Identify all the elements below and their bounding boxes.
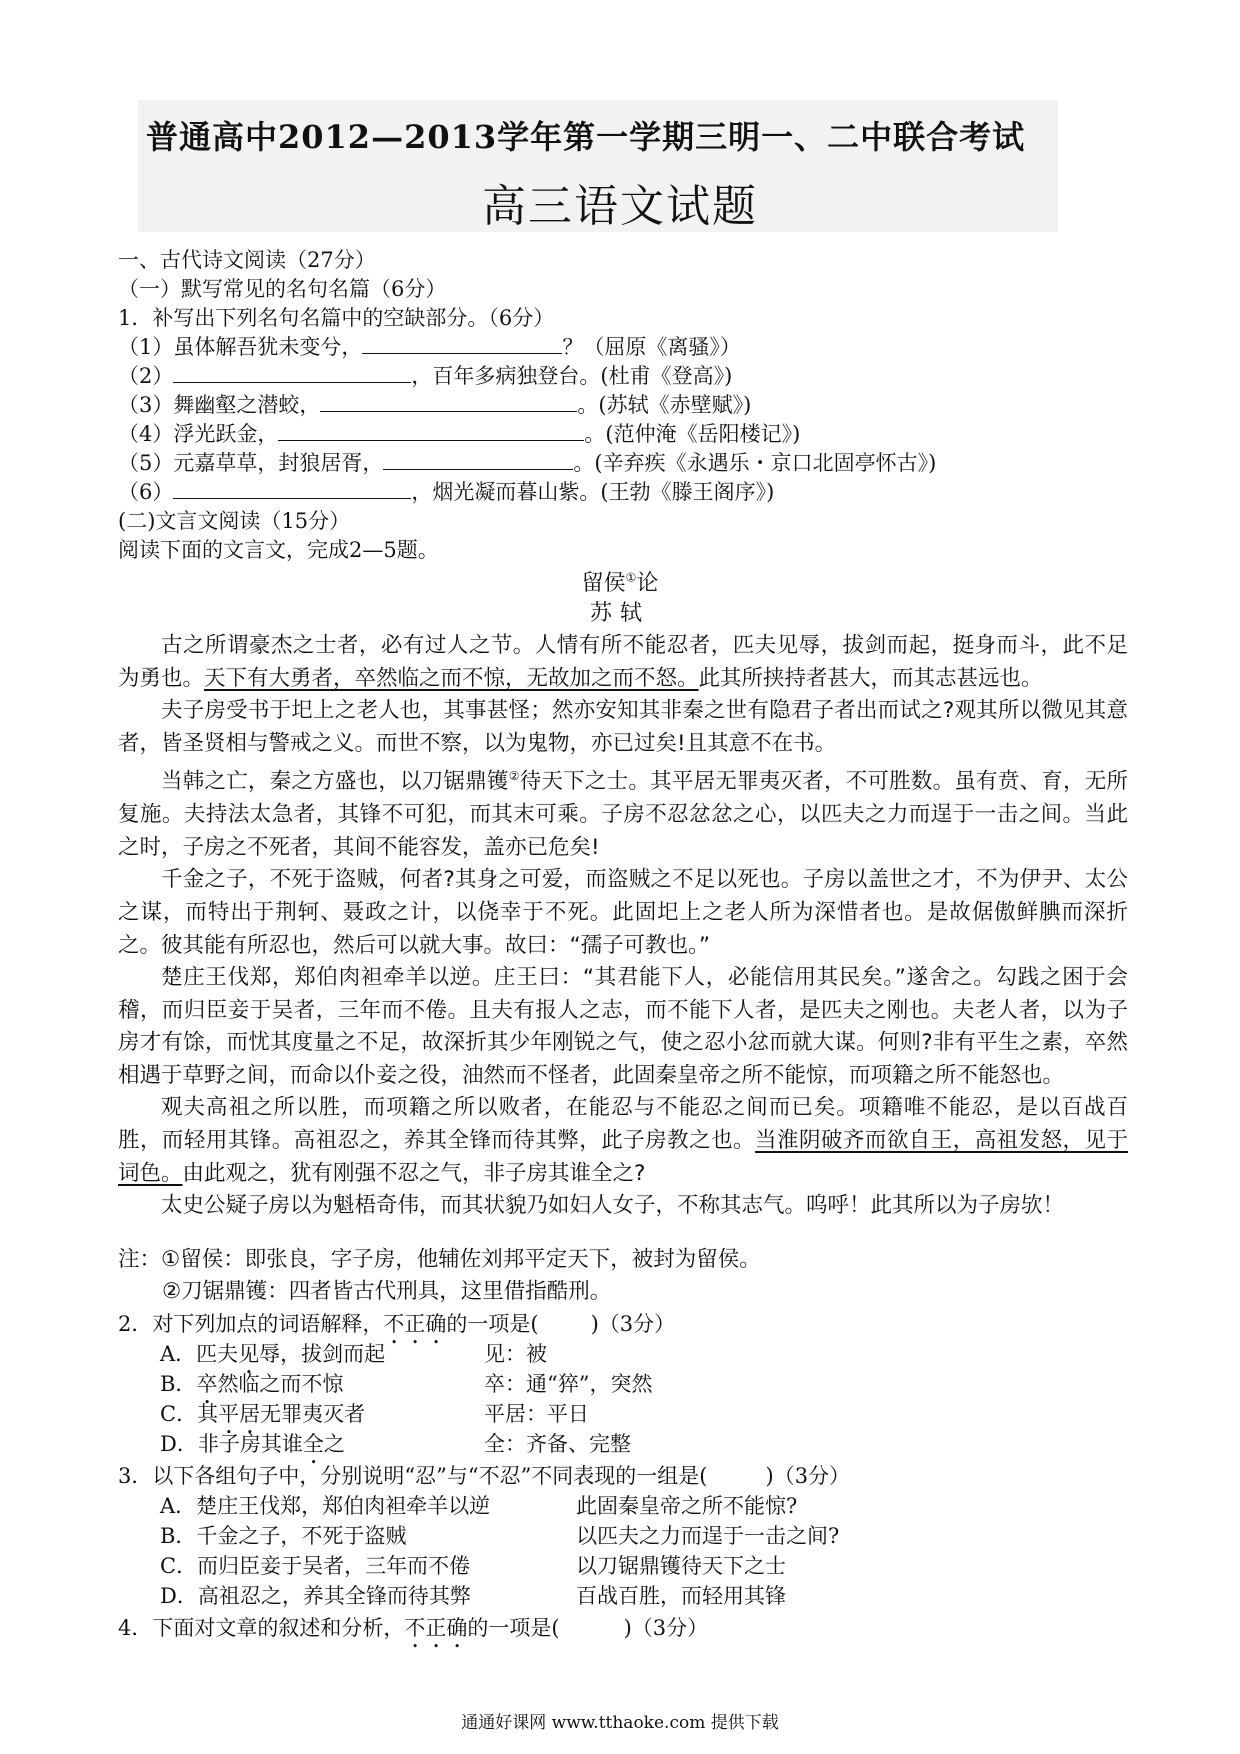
- article-title: 留侯①论: [581, 570, 659, 596]
- q2-option-a[interactable]: A．匹夫见辱，拔剑而起: [160, 1342, 386, 1366]
- underlined-sentence: 天下有大勇者，卒然临之而不惊，无故加之而不怒。: [204, 665, 699, 691]
- answer-blank[interactable]: [383, 449, 573, 470]
- q3-option-a[interactable]: A．楚庄王伐郑，郑伯肉袒牵羊以逆: [160, 1494, 491, 1518]
- part1-heading: （一）默写常见的名句名篇（6分）: [118, 277, 447, 301]
- note-1: 注：①留侯：即张良，字子房，他辅佐刘邦平定天下，被封为留侯。: [118, 1247, 761, 1272]
- q3-option-d[interactable]: D．高祖忍之，养其全锋而待其弊: [160, 1584, 471, 1608]
- paragraph-2: 夫子房受书于圯上之老人也，其事甚怪；然亦安知其非秦之世有隐君子者出而试之?观其所以微见其意者，皆圣贤相与警戒之义。而世不察，以为鬼物，亦已过矣!且其意不在书。: [118, 698, 1128, 756]
- q2-option-c-explain: 平居：平日: [484, 1402, 589, 1426]
- paragraph-4: 千金之子，不死于盗贼，何者?其身之可爱，而盗贼之不足以死也。子房以盖世之才，不为伊尹、太公之谋，而特出于荆轲、聂政之计，以侥幸于不死。此固圯上之老人所为深惜者也。是故倨傲鲜腆而深折之。彼其能有所忍也，然后可以就大事。故曰：“孺子可教也。”: [118, 867, 1128, 958]
- q3-option-a-right: 此固秦皇帝之所不能惊?: [576, 1494, 798, 1518]
- section1-heading: 一、古代诗文阅读（27分）: [118, 248, 376, 272]
- paragraph-1: 古之所谓豪杰之士者，必有过人之节。人情有所不能忍者，匹夫见辱，拔剑而起，挺身而斗，此不足为勇也。天下有大勇者，卒然临之而不惊，无故加之而不怒。此其所挟持者甚大，而其志甚远也。: [118, 633, 1128, 691]
- note-2: ②刀锯鼎镬：四者皆古代刑具，这里借指酷刑。: [162, 1279, 612, 1304]
- answer-blank[interactable]: [173, 362, 411, 383]
- fill-item-4: （4）浮光跃金， 。(范仲淹《岳阳楼记》): [118, 422, 801, 446]
- q3-option-c-right: 以刀锯鼎镬待天下之士: [576, 1554, 786, 1578]
- answer-blank[interactable]: [278, 420, 584, 441]
- exam-title: 普通高中2012—2013学年第一学期三明一、二中联合考试: [146, 118, 1026, 156]
- q2-option-b[interactable]: B．卒然临之而不惊: [160, 1372, 344, 1396]
- paragraph-5: 楚庄王伐郑，郑伯肉袒牵羊以逆。庄王曰：“其君能下人，必能信用其民矣。”遂舍之。勾践之困于会稽，而归臣妾于吴者，三年而不倦。且夫有报人之志，而不能下人者，是匹夫之刚也。夫老人者，以为子房才有馀，而忧其度量之不足，故深折其少年刚锐之气，使之忍小忿而就大谋。何则?非有平生之素，卒然相遇于草野之间，而命以仆妾之役，油然而不怪者，此固秦皇帝之所不能惊，而项籍之所不能怒也。: [118, 965, 1128, 1088]
- fill-item-3: （3）舞幽壑之潜蛟， 。(苏轼《赤壁赋》): [118, 393, 752, 417]
- q2-option-d-explain: 全：齐备、完整: [484, 1432, 631, 1456]
- q4-stem: 4．下面对文章的叙述和分析，不正确的一项是( )（3分）: [118, 1616, 709, 1640]
- q2-option-d[interactable]: D．非子房其谁全之: [160, 1432, 345, 1456]
- q3-option-b[interactable]: B．千金之子，不死于盗贼: [160, 1524, 407, 1548]
- fill-item-6: （6） ，烟光凝而暮山紫。(王勃《滕王阁序》): [118, 480, 775, 504]
- fill-item-1: （1）虽体解吾犹未变兮， ？（屈原《离骚》）: [118, 335, 741, 359]
- answer-blank[interactable]: [320, 391, 577, 412]
- fill-item-5: （5）元嘉草草，封狼居胥， 。(辛弃疾《永遇乐・京口北固亭怀古》): [118, 451, 937, 475]
- q3-option-c[interactable]: C．而归臣妾于吴者，三年而不倦: [160, 1554, 471, 1578]
- footnote-marker: ①: [625, 570, 637, 585]
- reading-instruction: 阅读下面的文言文，完成2—5题。: [118, 538, 439, 562]
- q3-option-d-right: 百战百胜，而轻用其锋: [576, 1584, 786, 1608]
- exam-subtitle: 高三语文试题: [482, 181, 758, 232]
- article-body: [118, 630, 1128, 1223]
- q2-option-a-explain: 见：被: [484, 1342, 547, 1366]
- article-author: 苏轼: [589, 601, 650, 626]
- page-footer: 通通好课网 www.tthaoke.com 提供下载: [461, 1713, 779, 1733]
- paragraph-7: 太史公疑子房以为魁梧奇伟，而其状貌乃如妇人女子，不称其志气。呜呼！此其所以为子房欤！: [161, 1193, 1065, 1219]
- footnote-marker: ②: [508, 769, 520, 784]
- underlined-sentence: 当淮阴破齐而欲自王，高祖发怒，见于词色。: [118, 1128, 1128, 1186]
- q2-option-c[interactable]: C．其平居无罪夷灭者: [160, 1402, 366, 1426]
- answer-blank[interactable]: [173, 478, 411, 499]
- q3-stem: 3．以下各组句子中，分别说明“忍”与“不忍”不同表现的一组是( )（3分）: [118, 1464, 851, 1488]
- answer-blank[interactable]: [362, 333, 562, 354]
- paragraph-3: 当韩之亡，秦之方盛也，以刀锯鼎镬②待天下之士。其平居无罪夷灭者，不可胜数。虽有贲、育，无所复施。夫持法太急者，其锋不可犯，而其末可乘。子房不忍忿忿之心，以匹夫之力而逞于一击之间。当此之时，子房之不死者，其间不能容发，盖亦已危矣!: [118, 769, 1128, 860]
- q2-stem: 2．对下列加点的词语解释，不正确的一项是( )（3分）: [118, 1312, 676, 1336]
- q1-stem: 1．补写出下列名句名篇中的空缺部分。（6分）: [118, 306, 555, 330]
- paragraph-6: 观夫高祖之所以胜，而项籍之所以败者，在能忍与不能忍之间而已矣。项籍唯不能忍，是以百战百胜，而轻用其锋。高祖忍之，养其全锋而待其弊，此子房教之也。当淮阴破齐而欲自王，高祖发怒，见于词色。由此观之，犹有刚强不忍之气，非子房其谁全之?: [118, 1095, 1128, 1186]
- part2-heading: (二)文言文阅读（15分）: [118, 509, 351, 533]
- q2-option-b-explain: 卒：通“猝”，突然: [484, 1372, 653, 1396]
- q3-option-b-right: 以匹夫之力而逞于一击之间?: [576, 1524, 840, 1548]
- fill-item-2: （2） ，百年多病独登台。(杜甫《登高》): [118, 364, 733, 388]
